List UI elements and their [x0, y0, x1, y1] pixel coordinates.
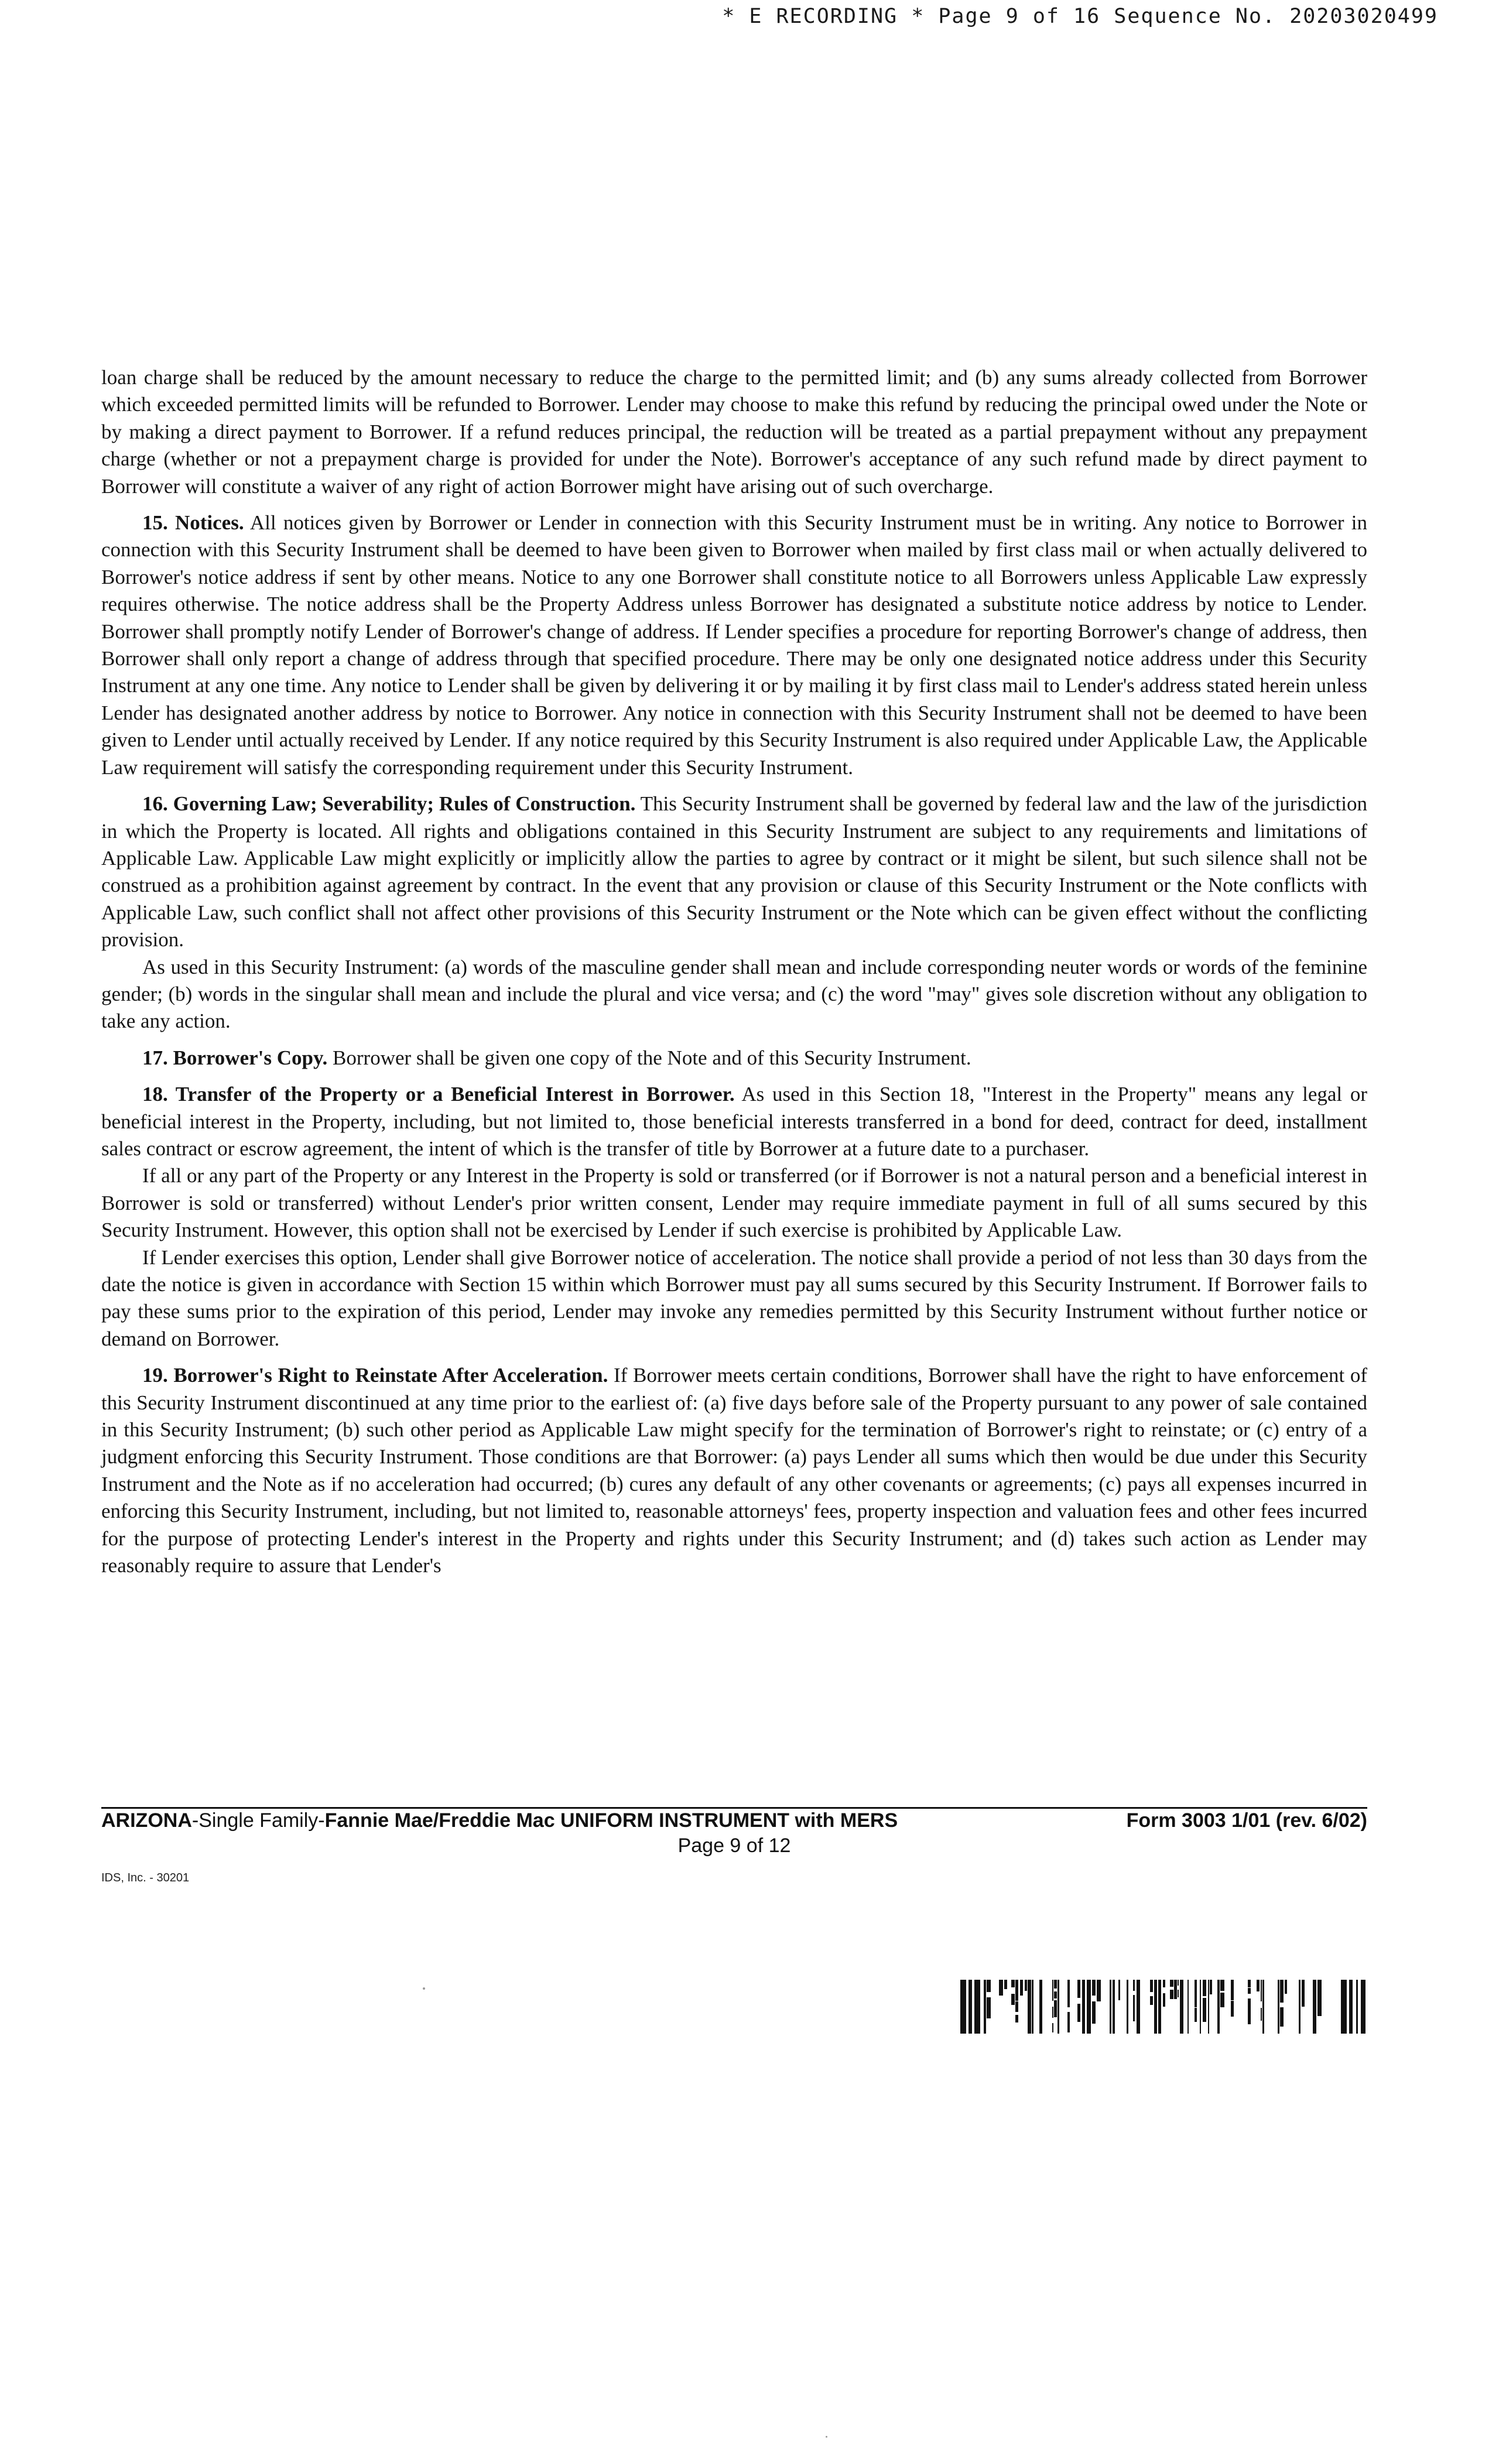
section-16-paragraph-2: As used in this Security Instrument: (a) words of the masculine gender shall mean and include corresponding neuter words or words of the feminine gender; (b) words in the singular shall mean and include the plural and vice versa; and (c) the word "may" gives sole discretion without any obligation to take any action. [101, 955, 1367, 1033]
form-title [101, 1809, 898, 1832]
section-text: Borrower shall be given one copy of the Note and of this Security Instrument. [333, 1046, 971, 1069]
recording-header: * E RECORDING * Page 9 of 16 Sequence No. 20203020499 [722, 5, 1438, 28]
section-text: This Security Instrument shall be governed by federal law and the law of the jurisdiction in which the Property is located. All rights and obligations contained in this Security Instrument are subject to any requirements and limitations of Applicable Law. Applicable Law might explicitly or implicitly allow the parties to agree by contract or it might be silent, but such silence shall not be construed as a prohibition against agreement by contract. In the event that any provision or clause of this Security Instrument or the Note conflicts with Applicable Law, such conflict shall not affect other provisions of this Security Instrument or the Note which can be given effect without the conflicting provision. [101, 792, 1367, 952]
form-number: Form 3003 1/01 (rev. 6/02) [1126, 1809, 1367, 1832]
section-heading: 15. Notices. [142, 511, 244, 535]
section-18-paragraph-3: If Lender exercises this option, Lender shall give Borrower notice of acceleration. The notice shall provide a period of not less than 30 days from the date the notice is given in accordance with Section 15 within which Borrower must pay all sums secured by this Security Instrument. If Borrower fails to pay these sums prior to the expiration of this period, Lender may invoke any remedies permitted by this Security Instrument without further notice or demand on Borrower. [101, 1245, 1367, 1350]
section-heading: 17. Borrower's Copy. [142, 1046, 328, 1069]
section-text: As used in this Section 18, "Interest in the Property" means any legal or beneficial interest in the Property, including, but not limited to, those beneficial interests transferred in a bond for deed, contract for deed, installment sales contract or escrow agreement, the intent of which is the transfer of title by Borrower at a future date to a purchaser. [101, 1083, 1367, 1160]
continuation-paragraph: loan charge shall be reduced by the amount necessary to reduce the charge to the permitted limit; and (b) any sums already collected from Borrower which exceeded permitted limits will be refunded to Borrower. Lender may choose to make this refund by reducing the principal owed under the Note or by making a direct payment to Borrower. If a refund reduces principal, the reduction will be treated as a partial prepayment without any prepayment charge (whether or not a prepayment charge is provided for under the Note). Borrower's acceptance of any such refund made by direct payment to Borrower will constitute a waiver of any right of action Borrower might have arising out of such overcharge. [101, 366, 1367, 498]
section-text: If Borrower meets certain conditions, Borrower shall have the right to have enforcement of this Security Instrument discontinued at any time prior to the earliest of: (a) five days before sale of the Property pursuant to any power of sale contained in this Security Instrument; (b) such other period as Applicable Law might specify for the termination of Borrower's right to reinstate; or (c) entry of a judgment enforcing this Security Instrument. Those conditions are that Borrower: (a) pays Lender all sums which then would be due under this Security Instrument and the Note as if no acceleration had occurred; (b) cures any default of any other covenants or agreements; (c) pays all expenses incurred in enforcing this Security Instrument, including, but not limited to, reasonable attorneys' fees, property inspection and valuation fees and other fees incurred for the purpose of protecting Lender's interest in the Property and rights under this Security Instrument; and (d) takes such action as Lender may reasonably require to assure that Lender's [101, 1364, 1368, 1577]
footer-rule [101, 1807, 1367, 1809]
section-heading: 19. Borrower's Right to Reinstate After Acceleration. [142, 1364, 608, 1387]
section-heading: 16. Governing Law; Severability; Rules of Construction. [142, 792, 636, 816]
vendor-code: IDS, Inc. - 30201 [101, 1871, 190, 1884]
form-description: -Single Family- [191, 1809, 325, 1832]
section-18-paragraph-2: If all or any part of the Property or any Interest in the Property is sold or transferred (or if Borrower is not a natural person and a beneficial interest in Borrower is sold or transferred) without Lender's prior written consent, Lender may require immediate payment in full of all sums secured by this Security Instrument. However, this option shall not be exercised by Lender if such exercise is prohibited by Applicable Law. [101, 1164, 1367, 1242]
section-15 [101, 509, 1367, 781]
form-state: ARIZONA [101, 1809, 192, 1832]
section-16 [101, 790, 1367, 953]
section-text: All notices given by Borrower or Lender in connection with this Security Instrument must be in writing. Any notice to Borrower in connection with this Security Instrument shall be deemed to have been given to Borrower when mailed by first class mail or when actually delivered to Borrower's notice address if sent by other means. Notice to any one Borrower shall constitute notice to all Borrowers unless Applicable Law expressly requires otherwise. The notice address shall be the Property Address unless Borrower has designated a substitute notice address by notice to Lender. Borrower shall promptly notify Lender of Borrower's change of address. If Lender specifies a procedure for reporting Borrower's change of address, then Borrower shall only report a change of address through that specified procedure. There may be only one designated notice address under this Security Instrument at any one time. Any notice to Lender shall be given by delivering it or by mailing it by first class mail to Lender's address stated herein unless Lender has designated another address by notice to Borrower. Any notice in connection with this Security Instrument shall not be deemed to have been given to Lender until actually received by Lender. If any notice required by this Security Instrument is also required under Applicable Law, the Applicable Law requirement will satisfy the corresponding requirement under this Security Instrument. [101, 511, 1367, 779]
scan-speck [826, 2436, 827, 2438]
document-body [101, 364, 1367, 1579]
form-instrument-title: Fannie Mae/Freddie Mac UNIFORM INSTRUMENT with MERS [324, 1809, 898, 1832]
page-number: Page 9 of 12 [677, 1835, 791, 1857]
section-17 [101, 1045, 1367, 1072]
section-19 [101, 1362, 1367, 1579]
section-heading: 18. Transfer of the Property or a Beneficial Interest in Borrower. [142, 1083, 735, 1106]
section-18 [101, 1081, 1367, 1162]
barcode-image [960, 1980, 1365, 2034]
scan-speck [423, 1987, 425, 1990]
